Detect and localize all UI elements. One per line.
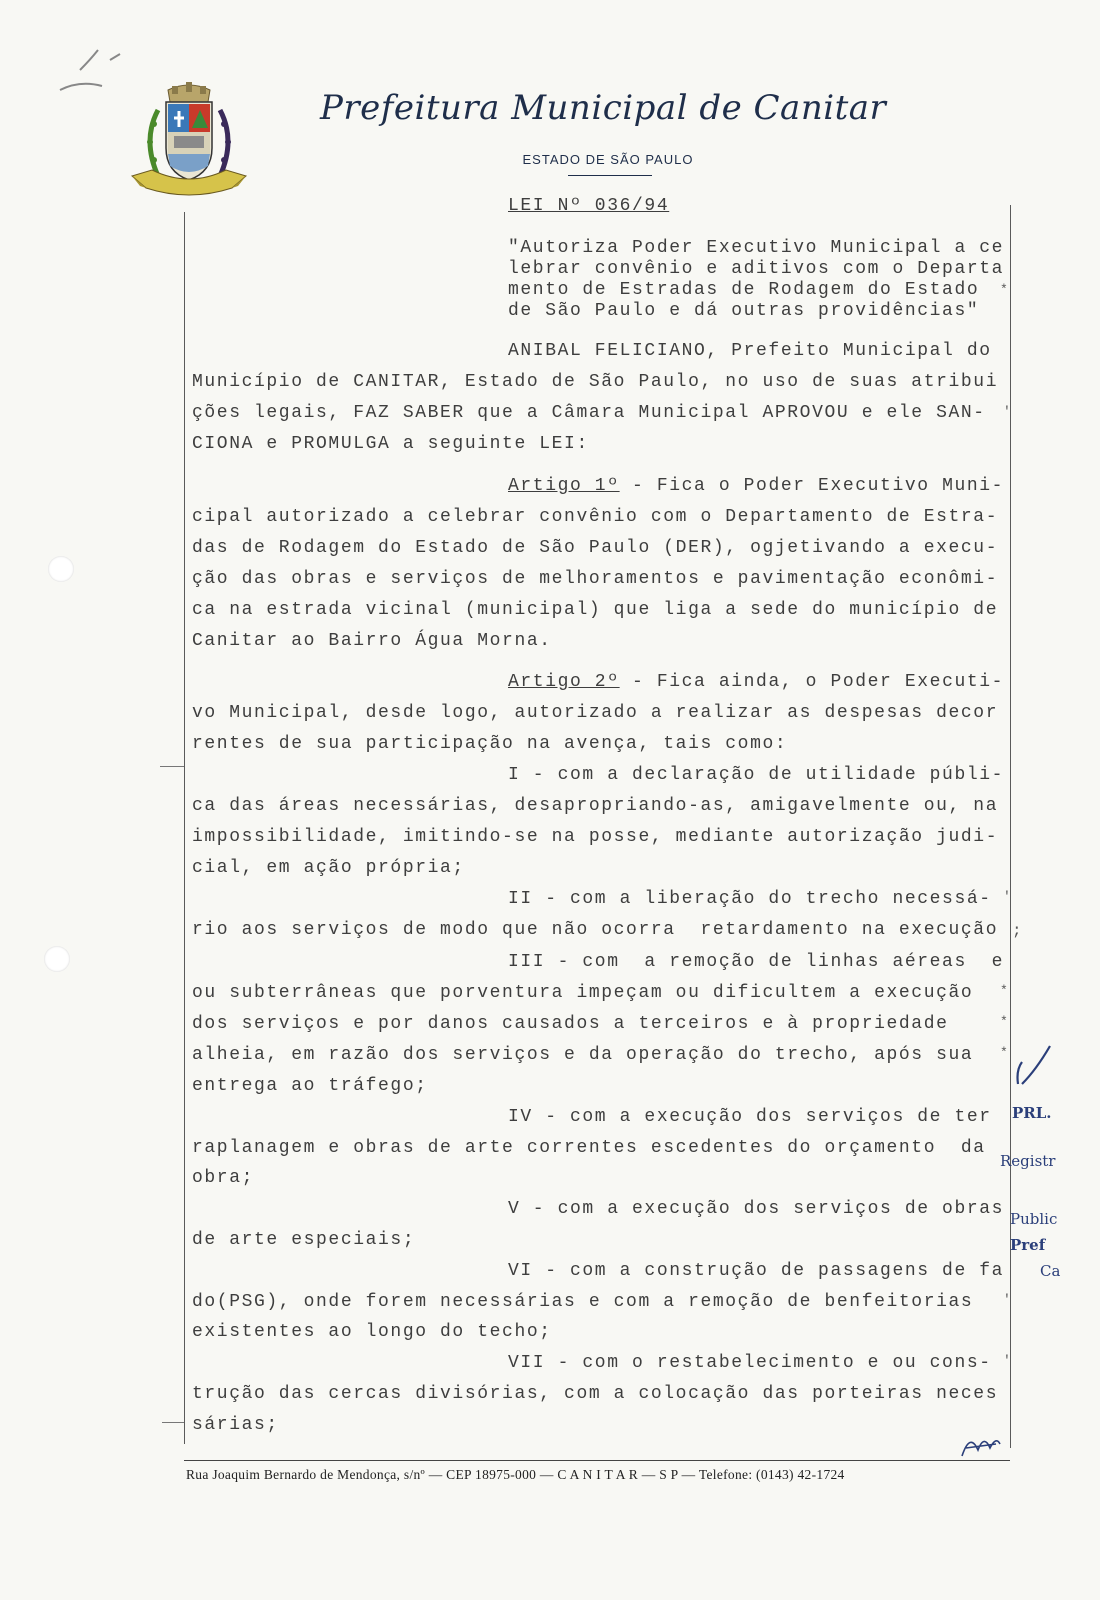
article-1-label: Artigo 1º [508,476,620,496]
item-vii-line: trução das cercas divisórias, com a colocação das porteiras neces [192,1384,999,1404]
item-iii-first-line: III - com a remoção de linhas aéreas e [508,952,1005,972]
punch-hole [48,556,74,582]
stamp-line: Pref [1010,1236,1046,1254]
law-number: LEI Nº 036/94 [508,196,670,216]
article-2-label: Artigo 2º [508,672,620,692]
item-iii-line: entrega ao tráfego; [192,1076,428,1096]
initials-signature-icon [956,1426,1004,1462]
asterisk-mark: * [1000,1014,1008,1029]
item-iv-first-line: IV - com a execução dos serviços de ter [508,1107,992,1127]
preamble-line: CIONA e PROMULGA a seguinte LEI: [192,434,589,454]
stamp-line: Registr [1000,1152,1056,1170]
article-1-first-line: - Fica o Poder Executivo Muni- [619,476,1005,496]
letterhead-title: Prefeitura Municipal de Canitar [320,88,887,128]
punch-hole [44,946,70,972]
article-1-line: cipal autorizado a celebrar convênio com o Departamento de Estra- [192,507,999,527]
item-iii-line: dos serviços e por danos causados a terceiros e à propriedade [192,1014,949,1034]
left-margin-line [184,212,185,1444]
item-vi-first-line: VI - com a construção de passagens de fa [508,1261,1005,1281]
handwritten-check-icon [1012,1040,1056,1090]
item-vii-first-line: VII - com o restabelecimento e ou cons- [508,1353,992,1373]
item-iii-line: ou subterrâneas que porventura impeçam ou dificultem a execução [192,983,974,1003]
article-2-line: vo Municipal, desde logo, autorizado a realizar as despesas decor [192,703,999,723]
item-ii-first-line: II - com a liberação do trecho necessá- [508,889,992,909]
item-iv-line: raplanagem e obras de arte correntes escedentes do orçamento da [192,1138,986,1158]
ementa-line: de São Paulo e dá outras providências" [508,301,980,321]
item-iv-line: obra; [192,1168,255,1188]
apostrophe-mark: ' [1003,404,1011,419]
stamp-line: Public [1010,1210,1058,1228]
item-i-line: impossibilidade, imitindo-se na posse, mediante autorização judi- [192,827,999,847]
asterisk-mark: * [1000,983,1008,998]
item-i-line: cial, em ação própria; [192,858,465,878]
item-v-first-line: V - com a execução dos serviços de obras [508,1199,1005,1219]
right-margin-line [1010,205,1011,1448]
state-text: ESTADO DE SÃO PAULO [522,152,694,167]
margin-tick [160,766,184,767]
preamble-line: ções legais, FAZ SABER que a Câmara Municipal APROVOU e ele SAN- [192,403,986,423]
apostrophe-mark: ' [1003,1353,1011,1368]
ementa-line: "Autoriza Poder Executivo Municipal a ce [508,238,1005,258]
article-1-heading [508,476,1004,496]
ementa-line: lebrar convênio e aditivos com o Departa [508,259,1005,279]
preamble-line: Município de CANITAR, Estado de São Paulo, no uso de suas atribui [192,372,999,392]
apostrophe-mark: ' [1003,889,1011,904]
letterhead-state [0,152,1100,167]
semicolon-mark: ; [1012,922,1022,940]
stamp-line: PRL. [1012,1104,1052,1122]
item-vi-line: existentes ao longo do techo; [192,1322,552,1342]
item-i-first-line: I - com a declaração de utilidade públi- [508,765,1005,785]
article-1-line: das de Rodagem do Estado de São Paulo (DER), ogjetivando a execu- [192,538,999,558]
coat-of-arms-icon [128,80,250,202]
preamble-line: ANIBAL FELICIANO, Prefeito Municipal do [508,341,992,361]
item-vi-line: do(PSG), onde forem necessárias e com a remoção de benfeitorias [192,1292,974,1312]
article-2-line: rentes de sua participação na avença, tais como: [192,734,788,754]
item-ii-line: rio aos serviços de modo que não ocorra retardamento na execução [192,920,999,940]
asterisk-mark: * [1000,1045,1008,1060]
article-2-first-line: - Fica ainda, o Poder Executi- [619,672,1005,692]
item-iii-line: alheia, em razão dos serviços e da operação do trecho, após sua [192,1045,974,1065]
article-1-line: ca na estrada vicinal (municipal) que liga a sede do município de [192,600,999,620]
ementa-line: mento de Estradas de Rodagem do Estado [508,280,980,300]
article-1-line: ção das obras e serviços de melhoramentos e pavimentação econômi- [192,569,999,589]
letterhead-rule [568,175,652,176]
article-2-heading [508,672,1004,692]
corner-scribble-icon [50,40,140,100]
apostrophe-mark: ' [1003,1292,1011,1307]
item-i-line: ca das áreas necessárias, desapropriando-as, amigavelmente ou, na [192,796,999,816]
asterisk-mark: * [1000,282,1008,297]
item-v-line: de arte especiais; [192,1230,416,1250]
article-1-line: Canitar ao Bairro Água Morna. [192,631,552,651]
footer-rule [184,1460,1010,1461]
footer-address: Rua Joaquim Bernardo de Mendonça, s/nº — CEP 18975-000 — C A N I T A R — S P — Telefone: (0143) 42-1724 [186,1467,845,1482]
margin-tick [162,1422,184,1423]
stamp-line: Ca [1040,1262,1061,1280]
item-vii-line: sárias; [192,1415,279,1435]
